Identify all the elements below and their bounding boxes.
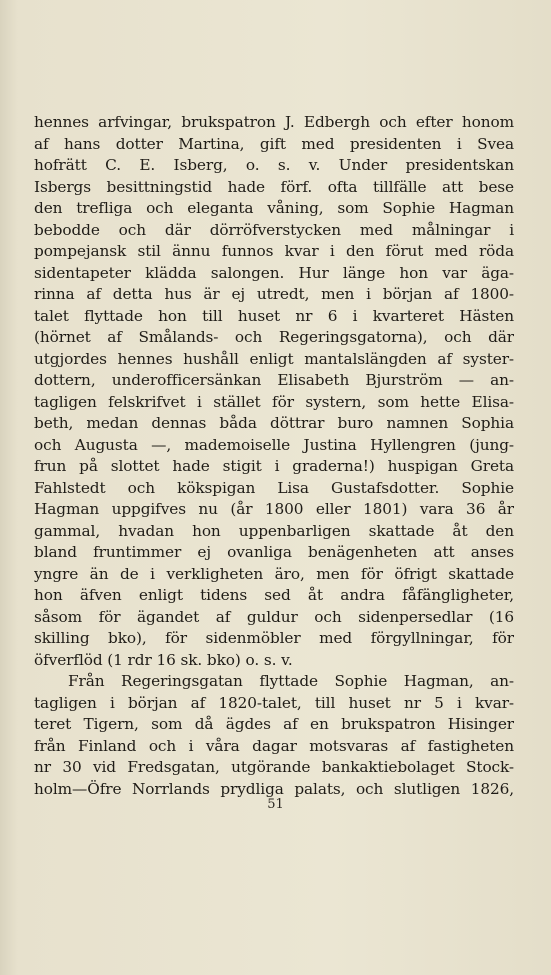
text-line: bebodde och där dörröfverstycken med målningar i [34, 220, 514, 239]
text-line: gammal, hvadan hon uppenbarligen skattade åt den [34, 521, 514, 540]
text-line: talet flyttade hon till huset nr 6 i kvarteret Hästen [34, 306, 514, 325]
text-line: nr 30 vid Fredsgatan, utgörande bankaktiebolaget Stock- [34, 758, 514, 776]
text-line: pompejansk stil ännu funnos kvar i den förut med röda [34, 242, 514, 260]
text-line: utgjordes hennes hushåll enligt mantalslängden af syster- [34, 349, 514, 368]
text-line: holm—Öfre Norrlands prydliga palats, och slutligen 1826, [34, 779, 514, 798]
text-line: från Finland och i våra dagar motsvaras af fastigheten [34, 736, 514, 755]
text-line: skilling bko), för sidenmöbler med förgyllningar, för [34, 629, 514, 647]
body-text [34, 112, 514, 800]
text-line: hon äfven enligt tidens sed åt andra fåfängligheter, [34, 586, 514, 604]
text-line: såsom för ägandet af guldur och sidenpersedlar (16 [34, 607, 514, 626]
text-line: hennes arfvingar, brukspatron J. Edbergh och efter honom [34, 113, 514, 131]
text-line: rinna af detta hus är ej utredt, men i början af 1800- [34, 285, 514, 303]
paragraph-start-line: Från Regeringsgatan flyttade Sophie Hagman, an- [68, 672, 514, 690]
text-line: den trefliga och eleganta våning, som Sophie Hagman [34, 199, 514, 217]
text-line: (hörnet af Smålands- och Regeringsgatorna), och där [34, 328, 514, 346]
text-line: hofrätt C. E. Isberg, o. s. v. Under presidentskan [34, 156, 514, 174]
text-line: Hagman uppgifves nu (år 1800 eller 1801) vara 36 år [34, 500, 514, 518]
text-line: af hans dotter Martina, gift med presidenten i Svea [34, 134, 514, 153]
text-line: dottern, underofficersänkan Elisabeth Bjurström — an- [34, 371, 514, 389]
text-line: teret Tigern, som då ägdes af en brukspatron Hisinger [34, 715, 514, 733]
text-line: sidentapeter klädda salongen. Hur länge hon var äga- [34, 263, 514, 282]
text-line: yngre än de i verkligheten äro, men för öfrigt skattade [34, 564, 514, 583]
text-line: tagligen i början af 1820-talet, till huset nr 5 i kvar- [34, 693, 514, 712]
text-line: beth, medan dennas båda döttrar buro namnen Sophia [34, 414, 514, 432]
text-line: Fahlstedt och kökspigan Lisa Gustafsdotter. Sophie [34, 478, 514, 497]
paragraph-end-line: öfverflöd (1 rdr 16 sk. bko) o. s. v. [34, 650, 293, 669]
page-number: 51 [267, 797, 284, 812]
text-line: frun på slottet hade stigit i graderna!) huspigan Greta [34, 457, 514, 475]
text-line: tagligen felskrifvet i stället för systern, som hette Elisa- [34, 392, 514, 411]
text-line: bland fruntimmer ej ovanliga benägenheten att anses [34, 543, 514, 561]
text-line: Isbergs besittningstid hade förf. ofta tillfälle att bese [34, 177, 514, 196]
text-line: och Augusta —, mademoiselle Justina Hyllengren (jung- [34, 435, 514, 454]
